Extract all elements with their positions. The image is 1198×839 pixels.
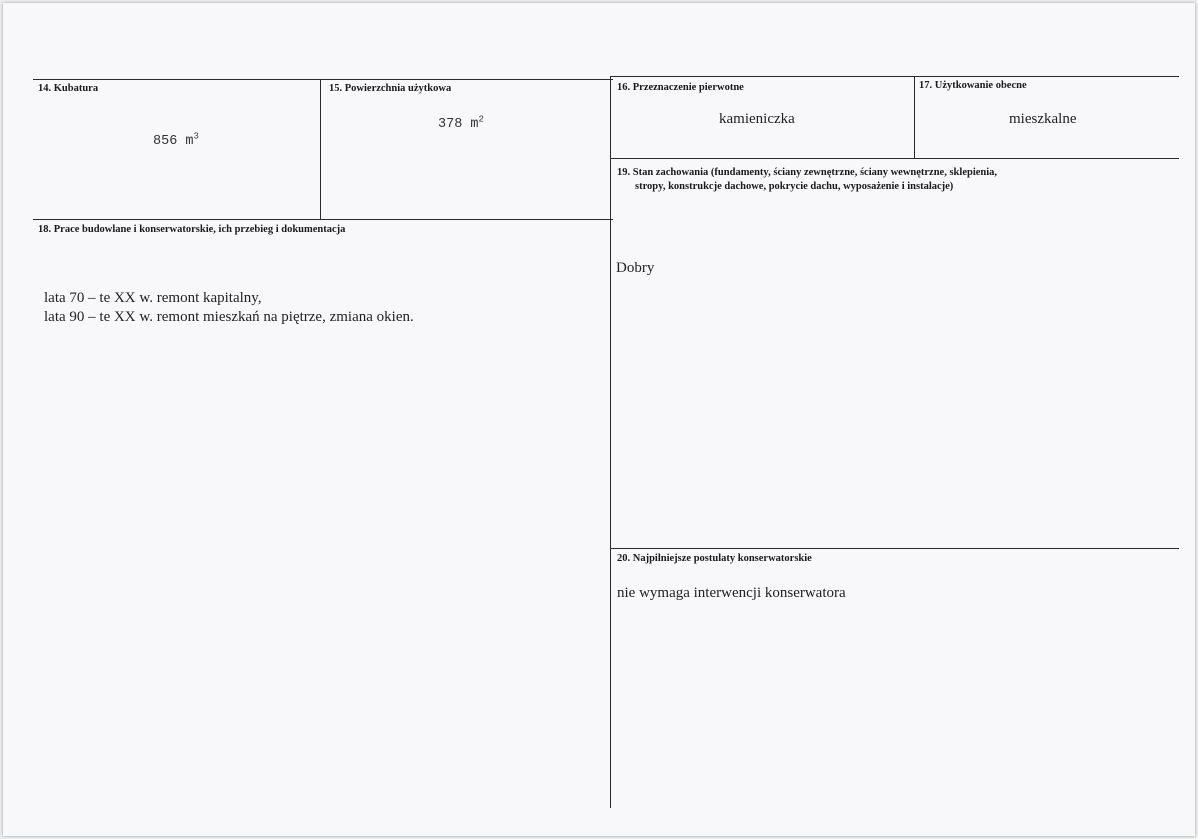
powierzchnia-number: 378 m [438,117,479,132]
rule-above-18 [33,219,613,220]
przeznaczenie-value: kamieniczka [719,111,795,127]
stan-value: Dobry [616,260,655,276]
top-rule-left [33,79,613,80]
postulaty-value: nie wymaga interwencji konserwatora [617,585,846,601]
prace-label: 18. Prace budowlane i konserwatorskie, ich przebieg i dokumentacja [38,224,346,235]
powierzchnia-value [438,116,484,134]
form-sheet [3,3,1195,836]
stan-label-line-2: stropy, konstrukcje dachowe, pokrycie dachu, wyposażenie i instalacje) [635,181,954,192]
rule-above-20 [610,548,1179,549]
kubatura-number: 856 m [153,134,194,149]
uzytkowanie-label: 17. Użytkowanie obecne [919,80,1027,91]
top-rule-right [610,76,1179,77]
uzytkowanie-value: mieszkalne [1009,111,1077,127]
powierzchnia-exponent: 2 [478,114,484,125]
kubatura-label: 14. Kubatura [38,83,99,94]
divider-14-15 [320,79,321,220]
stan-label [617,166,1087,194]
prace-line-2: lata 90 – te XX w. remont mieszkań na piętrze, zmiana okien. [44,309,414,325]
divider-16-17 [914,76,915,159]
przeznaczenie-label: 16. Przeznaczenie pierwotne [617,82,744,93]
prace-line-1: lata 70 – te XX w. remont kapitalny, [44,290,262,306]
kubatura-exponent: 3 [193,131,199,142]
powierzchnia-label: 15. Powierzchnia użytkowa [329,83,452,94]
kubatura-value [153,133,199,151]
center-divider [610,77,611,808]
rule-below-16-17 [610,158,1179,159]
postulaty-label: 20. Najpilniejsze postulaty konserwatorskie [617,553,812,564]
stan-label-line-1: 19. Stan zachowania (fundamenty, ściany zewnętrzne, ściany wewnętrzne, sklepienia, [617,167,998,178]
